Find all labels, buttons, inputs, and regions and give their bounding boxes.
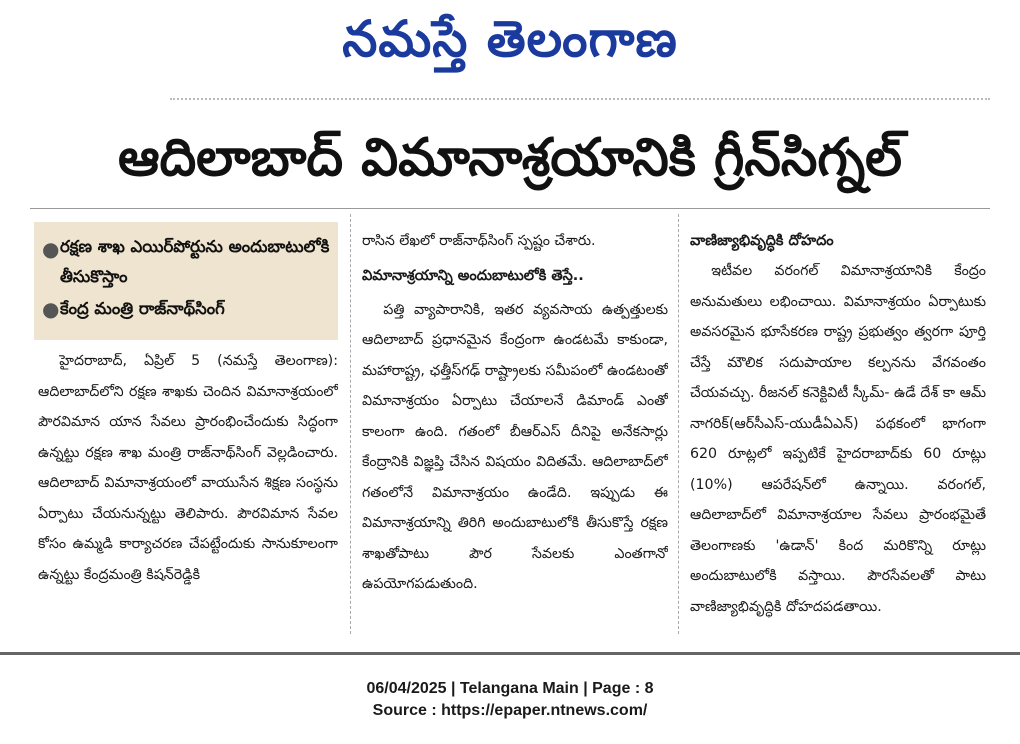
- footer-source-link[interactable]: Source : https://epaper.ntnews.com/: [372, 702, 648, 719]
- highlights-box: [34, 222, 338, 340]
- footer: [0, 678, 1020, 722]
- article-column-2: [362, 226, 668, 634]
- bullet-icon: ●: [42, 237, 60, 261]
- footer-divider: [0, 652, 1020, 655]
- column-divider: [350, 214, 351, 634]
- highlight-text: రక్షణ శాఖ ఎయిర్‌పోర్టును అందుబాటులోకి తీసుకొస్తాం: [60, 237, 330, 286]
- column-2-text: పత్తి వ్యాపారానికి, ఇతర వ్యవసాయ ఉత్పత్తులకు ఆదిలాబాద్ ప్రధానమైన కేంద్రంగా ఉండటమే కాకుండా, మహారాష్ట్ర, ఛత్తీస్‌గఢ్ రాష్ట్రాలకు సమీపంలో ఉండటంతో విమానాశ్రయం ఏర్పాటు చేయాలనే డిమాండ్ ఎంతో కాలంగా ఉంది. గతంలో బీఆర్‌ఎస్ దీనిపై అనేకసార్లు కేంద్రానికి విజ్ఞప్తి చేసిన విషయం విదితమే. ఆదిలాబాద్‌లో గతంలోనే విమానాశ్రయం ఉండేది. ఇప్పుడు ఈ విమానాశ్రయాన్ని తిరిగి అందుబాటులోకి తీసుకొస్తే రక్షణ శాఖతోపాటు పౌర సేవలకు ఎంతగానో ఉపయోగపడుతుంది.: [362, 301, 668, 592]
- article-column-1: [38, 346, 338, 636]
- masthead-title: నమస్తే తెలంగాణ: [342, 10, 678, 68]
- article-headline: ఆదిలాబాద్ విమానాశ్రయానికి గ్రీన్‌సిగ్నల్: [117, 128, 903, 188]
- highlight-item: [42, 292, 330, 326]
- bullet-icon: ●: [42, 297, 60, 321]
- column-2-subhead: విమానాశ్రయాన్ని అందుబాటులోకి తెస్తే..: [362, 267, 584, 284]
- column-3-text: ఇటీవల వరంగల్ విమానాశ్రయానికి కేంద్రం అనుమతులు లభించాయి. విమానాశ్రయం ఏర్పాటుకు అవసరమైన భూసేకరణ రాష్ట్ర ప్రభుత్వం త్వరగా పూర్తి చేస్తే మౌలిక సదుపాయాల కల్పనను వేగవంతం చేయవచ్చు. రీజనల్ కనెక్టివిటీ స్కీమ్- ఉడే దేశ్ కా ఆమ్ నాగరిక్(ఆర్‌సీఎస్-యుడీఏఎన్) పథకంలో భాగంగా 620 రూట్లలో ఇప్పటికే హైదరాబాద్‌కు 60 రూట్లు (10%) ఆపరేషన్‌లో ఉన్నాయి. వరంగల్, ఆదిలాబాద్‌లో విమానాశ్రయాల సేవలు ప్రారంభమైతే తెలంగాణకు 'ఉడాన్' కింద మరికొన్ని రూట్లు అందుబాటులోకి వస్తాయి. పౌరసేవలతో పాటు వాణిజ్యాభివృద్ధికి దోహదపడతాయి.: [690, 263, 986, 615]
- column-2-lead: రాసిన లేఖలో రాజ్‌నాథ్‌సింగ్ స్పష్టం చేశారు.: [362, 233, 596, 249]
- column-divider: [678, 214, 679, 634]
- highlight-item: [42, 232, 330, 292]
- column-3-subhead: వాణిజ్యాభివృద్ధికి దోహదం: [690, 233, 834, 249]
- highlight-text: కేంద్ర మంత్రి రాజ్‌నాథ్‌సింగ్: [60, 299, 225, 318]
- headline-divider: [30, 208, 990, 209]
- column-1-text: హైదరాబాద్, ఏప్రిల్ 5 (నమస్తే తెలంగాణ): ఆదిలాబాద్‌లోని రక్షణ శాఖకు చెందిన విమానాశ్రయంలో పౌరవిమాన యాన సేవలు ప్రారంభించేందుకు సిద్ధంగా ఉన్నట్టు రక్షణ శాఖ మంత్రి రాజ్‌నాథ్‌సింగ్ వెల్లడించారు. ఆదిలాబాద్ విమానాశ్రయంలో వాయుసేన శిక్షణ సంస్థను ఏర్పాటు చేయనున్నట్టు తెలిపారు. పౌరవిమాన సేవల కోసం ఉమ్మడి కార్యాచరణ చేపట్టేందుకు సానుకూలంగా ఉన్నట్టు కేంద్రమంత్రి కిషన్‌రెడ్డికి: [38, 353, 338, 583]
- article-column-3: [690, 226, 986, 634]
- footer-date-page: 06/04/2025 | Telangana Main | Page : 8: [366, 680, 654, 697]
- masthead-divider: [170, 98, 990, 104]
